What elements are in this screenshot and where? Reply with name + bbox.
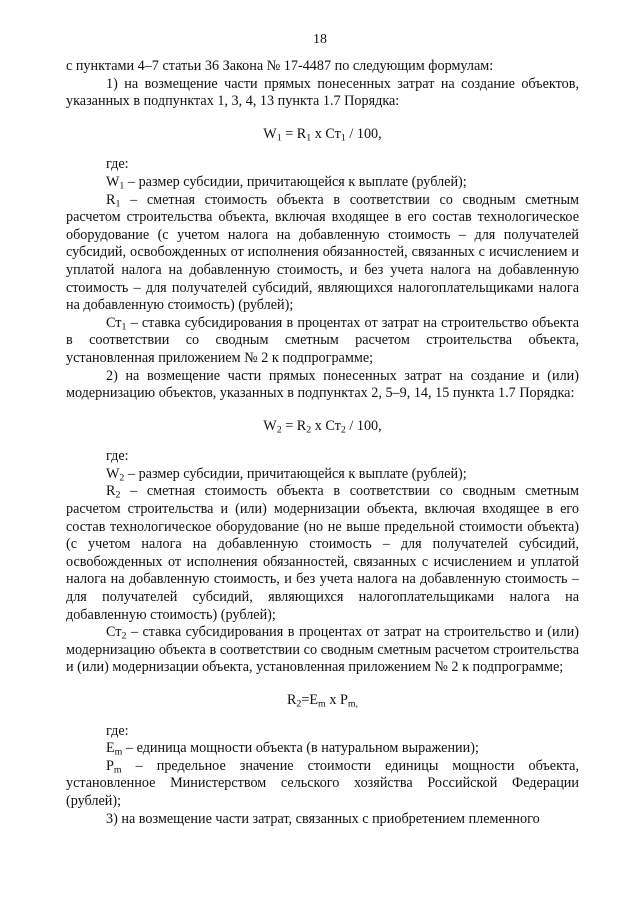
formula-1: $W_1 = R_1$ х $Ст_1 / 100$,: [263, 125, 382, 144]
where-label-3: где:: [106, 722, 129, 739]
st1-definition: $Ст_1$ – ставка субсидирования в процентах от затрат на строительство объекта в соответствии со сводным сметным расчетом строительства объекта, установленная приложением № 2 к подпрограмме;: [66, 314, 580, 366]
r2-definition: $R_2$ – сметная стоимость объекта в соответствии со сводным сметным расчетом строительства и (или) модернизации объекта, включая входящее в его состав технологическое оборудование (но не выше предельной стоимости объекта) (с учетом налога на добавленную стоимость – для получателей субсидий, освобожденных от исполнения обязанностей, связанных с исчислением и уплатой налога на добавленную стоимость, и без учета налога на добавленную стоимость – для получателей субсидий, являющихся налогоплательщиками налога на добавленную стоимость) (рублей);: [66, 483, 579, 623]
where-label-1: где:: [106, 156, 129, 173]
pm-definition: $P_m$ – предельное значение стоимости единицы мощности объекта, установленное Министерством сельского хозяйства Российской Федерации (рублей);: [66, 757, 580, 809]
item-3: 3) на возмещение части затрат, связанных с приобретением племенного: [106, 810, 540, 827]
page-number: 18: [313, 32, 327, 47]
item-2: 2) на возмещение части прямых понесенных затрат на создание и (или) модернизацию объектов, указанных в подпунктах 2, 5–9, 14, 15 пункта 1.7 Порядка:: [66, 367, 579, 402]
r1-definition: $R_1$ – сметная стоимость объекта в соответствии со сводным сметным расчетом строительства объекта, включая входящее в его состав технологическое оборудование (с учетом налога на добавленную стоимость – для получателей субсидий, освобожденных от исполнения обязанностей, связанных с исчислением и уплатой налога на добавленную стоимость, и без учета налога на добавленную стоимость – для получателей субсидий, являющихся налогоплательщиками налога на добавленную стоимость) (рублей);: [66, 191, 579, 314]
w2-definition: $W_2$ – размер субсидии, причитающейся к выплате (рублей);: [106, 465, 467, 484]
em-definition: $E_m$ – единица мощности объекта (в натуральном выражении);: [106, 740, 479, 758]
where-label-2: где:: [106, 448, 129, 465]
st2-definition: $Ст_2$ – ставка субсидирования в процентах от затрат на строительство и (или) модернизацию объекта в соответствии со сводным сметным расчетом строительства и (или) модернизации объекта, установленная приложением № 2 к подпрограмме;: [66, 624, 579, 676]
item-1: 1) на возмещение части прямых понесенных затрат на создание объектов, указанных в подпунктах 1, 3, 4, 13 пункта 1.7 Порядка:: [66, 75, 579, 110]
formula-3: $R_2=E_m$ х $P_{m,}$: [286, 692, 359, 710]
intro-line: с пунктами 4–7 статьи 36 Закона № 17-4487 по следующим формулам:: [66, 58, 494, 74]
formula-2: $W_2 = R_2$ х $Ст_2 / 100$,: [263, 417, 382, 436]
document-body: [66, 58, 579, 828]
w1-definition: $W_1$ – размер субсидии, причитающейся к выплате (рублей);: [106, 173, 467, 192]
